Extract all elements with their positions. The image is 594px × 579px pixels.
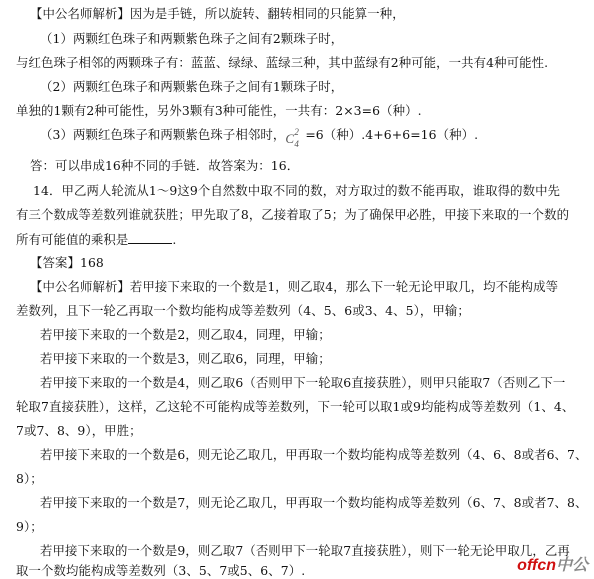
text: 【答案】168 bbox=[30, 255, 104, 270]
text: 若甲接下来取的一个数是2，则乙取4，同理，甲输； bbox=[40, 327, 331, 342]
combination-symbol: C bbox=[285, 130, 295, 146]
answer-line bbox=[30, 255, 104, 271]
text: 单独的1颗有2种可能性，另外3颗有3种可能性，一共有：2×3=6（种）. bbox=[16, 103, 422, 118]
watermark-text: offcn bbox=[517, 557, 556, 574]
combination-subscript: 4 bbox=[294, 138, 299, 149]
analysis-line-7 bbox=[16, 423, 142, 439]
case-2-heading bbox=[40, 79, 343, 95]
combination-superscript: 2 bbox=[294, 126, 299, 137]
analysis-line-9 bbox=[16, 471, 43, 487]
analysis-line-6 bbox=[16, 399, 574, 415]
case-1-detail bbox=[16, 55, 548, 71]
text: 【中公名师解析】若甲接下来取的一个数是1，则乙取4，那么下一轮无论甲取几，均不能构成等 bbox=[30, 279, 559, 294]
analysis-line-8 bbox=[40, 447, 588, 463]
text: 若甲接下来取的一个数是7，则无论乙取几，甲再取一个数均能构成等差数列（6、7、8或者7、8、 bbox=[40, 495, 588, 510]
text: 差数列，且下一轮乙再取一个数均能构成等差数列（4、5、6或3、4、5），甲输； bbox=[16, 303, 470, 318]
text: 若甲接下来取的一个数是9，则乙取7（否则甲下一轮取7直接获胜），则下一轮无论甲取几，乙再 bbox=[40, 543, 570, 558]
analysis-line-1 bbox=[30, 279, 558, 295]
analysis-line-5 bbox=[40, 375, 565, 391]
text: 所有可能值的乘积是 bbox=[16, 232, 129, 247]
text: 14．甲乙两人轮流从1～9这9个自然数中取不同的数，对方取过的数不能再取，谁取得的数中先 bbox=[33, 183, 561, 198]
text: （3）两颗红色珠子和两颗紫色珠子相邻时， bbox=[40, 127, 286, 142]
analysis-line-2 bbox=[16, 303, 470, 319]
text: 若甲接下来取的一个数是4，则乙取6（否则甲下一轮取6直接获胜），则甲只能取7（否则乙下一 bbox=[40, 375, 566, 390]
analysis-line-3 bbox=[40, 327, 331, 343]
question-14-line-1 bbox=[33, 183, 560, 199]
text: 若甲接下来取的一个数是6，则无论乙取几，甲再取一个数均能构成等差数列（4、6、8或者6、7、 bbox=[40, 447, 588, 462]
text: 有三个数成等差数列谁就获胜；甲先取了8，乙接着取了5；为了确保甲必胜，甲接下来取的一个数的 bbox=[16, 207, 570, 222]
text: 7或7、8、9），甲胜； bbox=[16, 423, 142, 438]
text: 答：可以串成16种不同的手链．故答案为：16． bbox=[30, 158, 300, 173]
text: . bbox=[172, 232, 177, 247]
conclusion-line bbox=[30, 158, 299, 174]
analysis-line-11 bbox=[16, 519, 43, 535]
text: =6（种）.4+6+6=16（种）. bbox=[305, 127, 479, 142]
analysis-line-10 bbox=[40, 495, 588, 511]
text: 若甲接下来取的一个数是3，则乙取6，同理，甲输； bbox=[40, 351, 331, 366]
text: （1）两颗红色珠子和两颗紫色珠子之间有2颗珠子时， bbox=[40, 31, 344, 46]
text: 【中公名师解析】因为是手链，所以旋转、翻转相同的只能算一种， bbox=[30, 6, 405, 21]
watermark-text-cn: 中公 bbox=[555, 557, 588, 574]
analysis-intro bbox=[30, 6, 405, 22]
text: 与红色珠子相邻的两颗珠子有：蓝蓝、绿绿、蓝绿三种，其中蓝绿有2种可能，一共有4种可能性. bbox=[16, 55, 549, 70]
case-2-detail bbox=[16, 103, 422, 119]
text: 8）； bbox=[16, 471, 43, 486]
case-3-line bbox=[40, 126, 479, 149]
text: 9）； bbox=[16, 519, 43, 534]
text: 取一个数均能构成等差数列（3、5、7或5、6、7）. bbox=[16, 563, 306, 578]
case-1-heading bbox=[40, 31, 343, 47]
combination-formula bbox=[285, 126, 305, 149]
analysis-line-12 bbox=[40, 543, 570, 559]
text: （2）两颗红色珠子和两颗紫色珠子之间有1颗珠子时， bbox=[40, 79, 344, 94]
analysis-line-4 bbox=[40, 351, 331, 367]
text: 轮取7直接获胜），这样，乙这轮不可能构成等差数列，下一轮可以取1或9均能构成等差数列（1、4、 bbox=[16, 399, 575, 414]
answer-blank bbox=[128, 231, 172, 244]
question-14-line-2 bbox=[16, 207, 569, 223]
offcn-watermark-logo bbox=[517, 552, 588, 575]
question-14-line-3 bbox=[16, 231, 176, 248]
analysis-line-13 bbox=[16, 563, 305, 579]
